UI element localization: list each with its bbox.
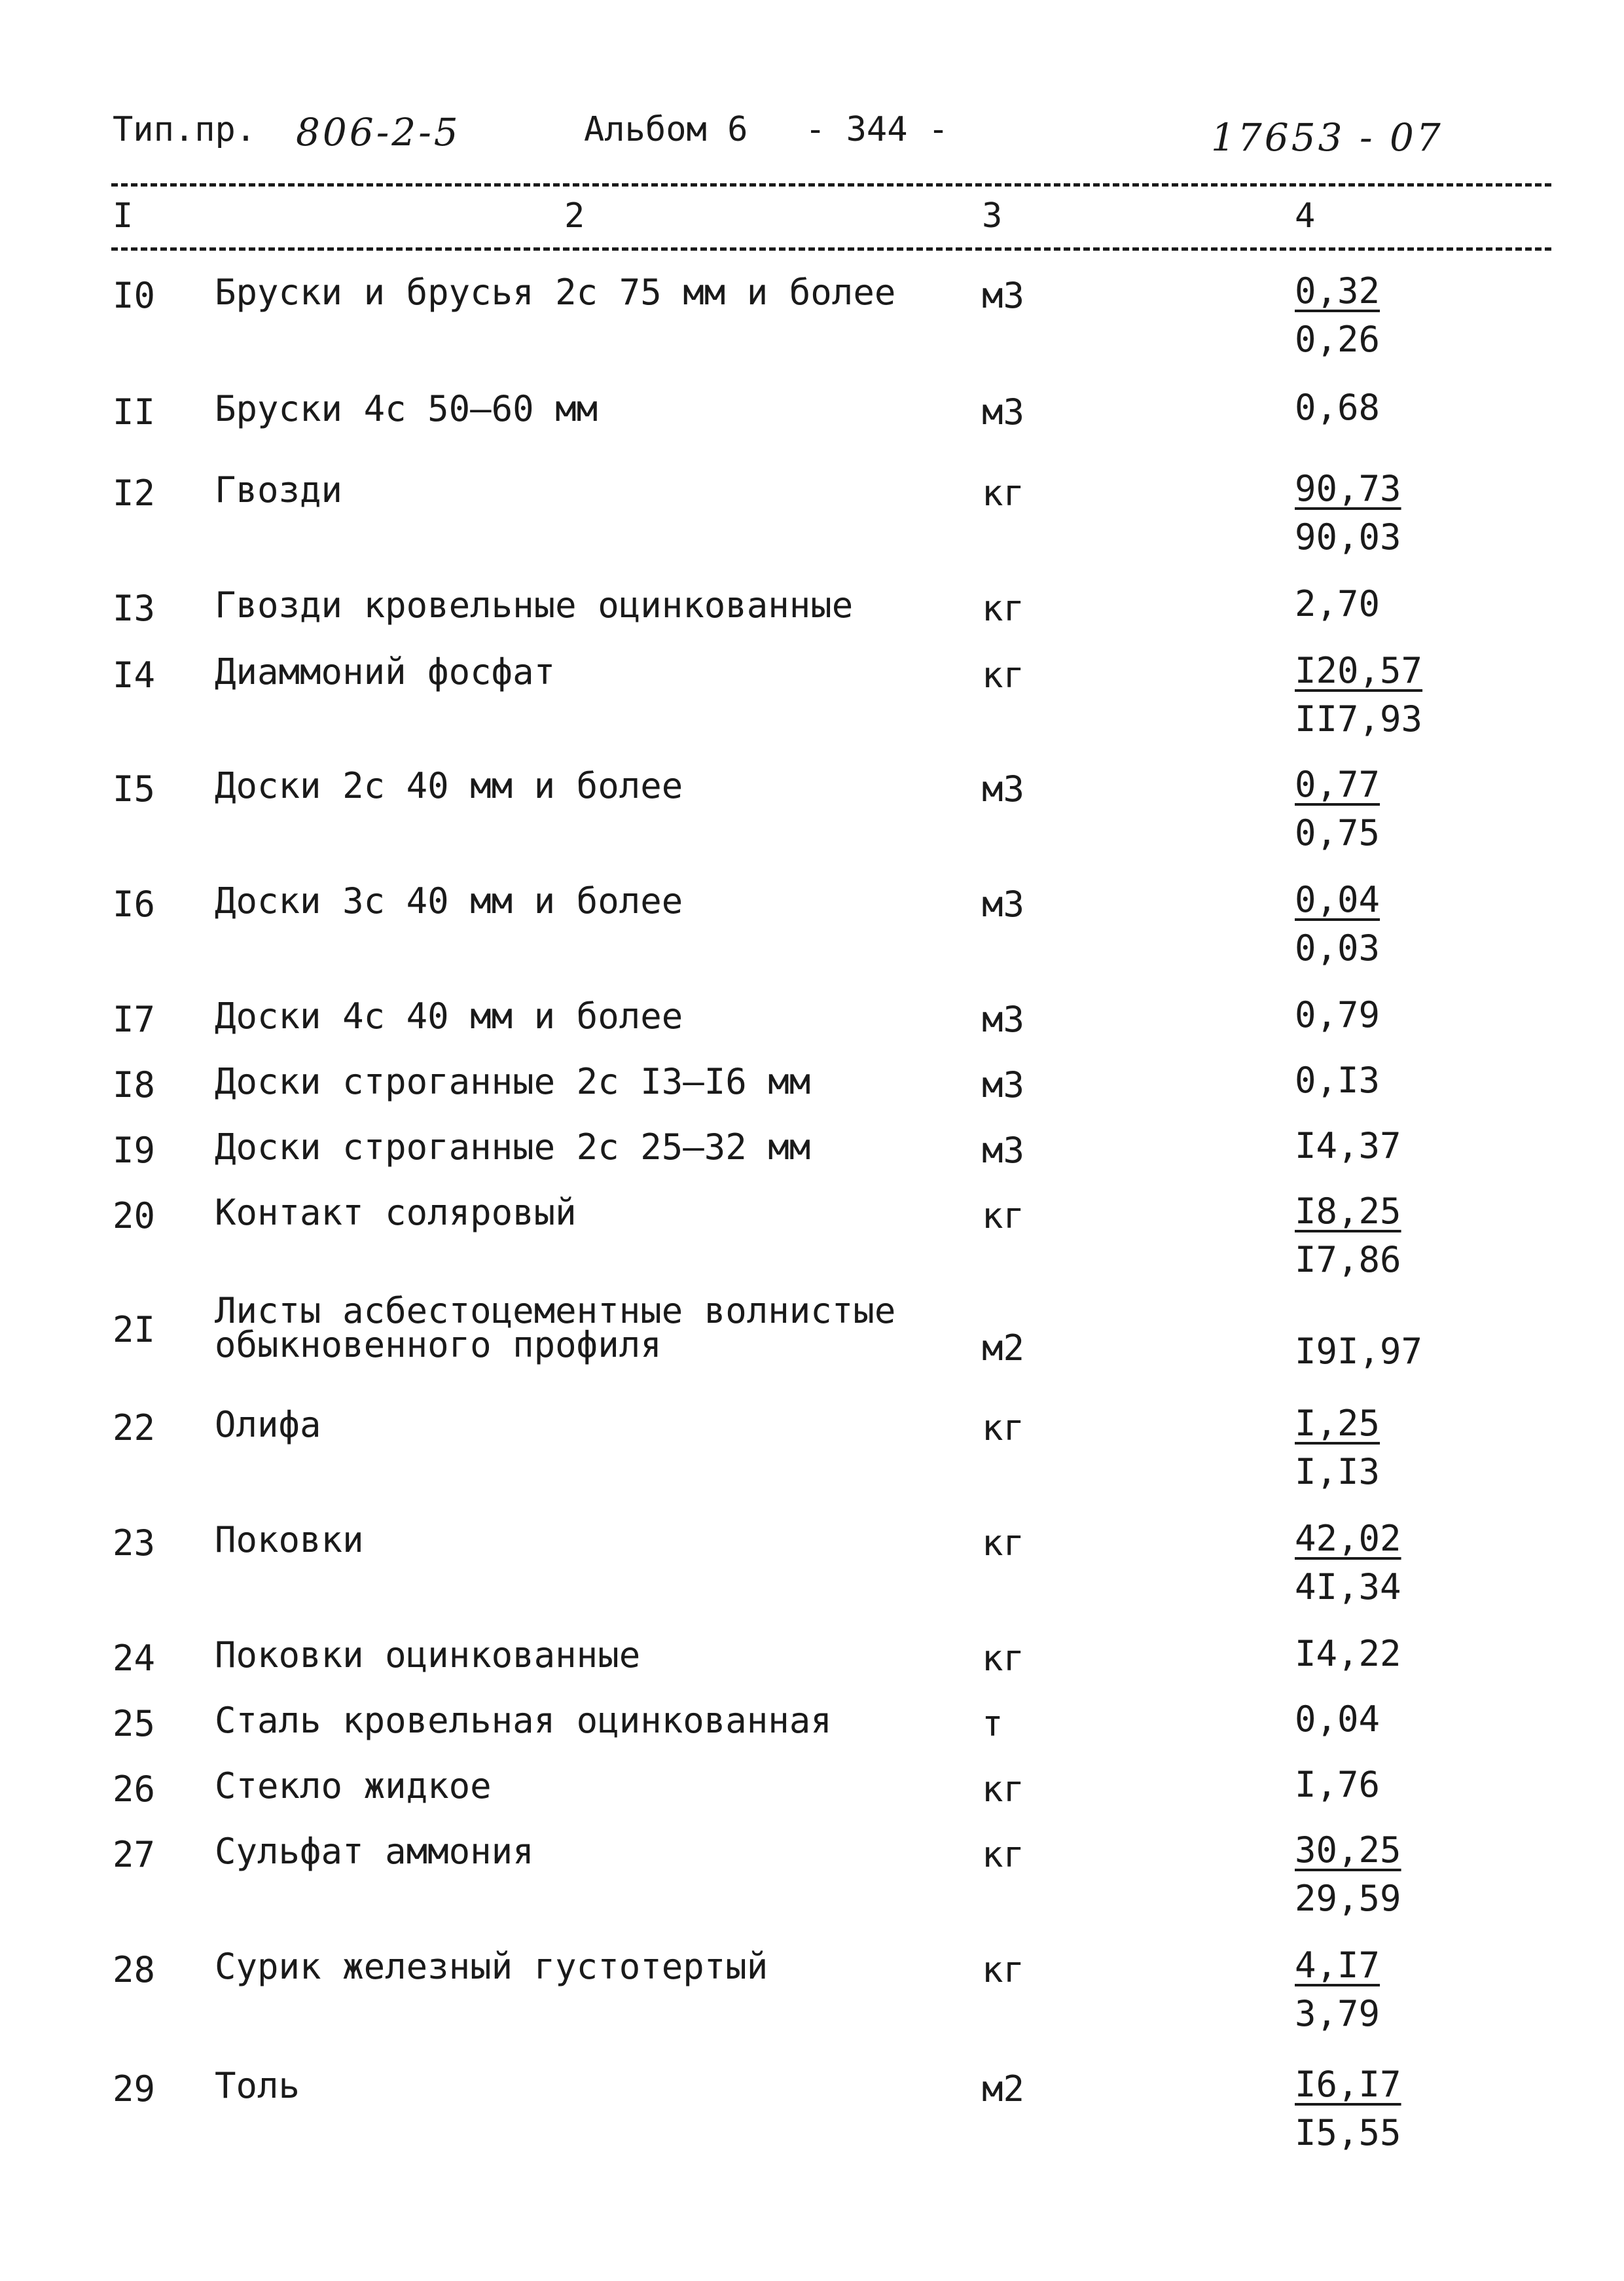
quantity-cell	[1295, 991, 1380, 1039]
quantity-secondary: 0,03	[1295, 927, 1380, 969]
material-name-line2: обыкновенного профиля	[215, 1324, 662, 1365]
material-name: Толь	[215, 2065, 300, 2106]
quantity-primary: 0,04	[1295, 1698, 1380, 1740]
quantity-primary: I,76	[1295, 1764, 1380, 1805]
row-number: I3	[113, 588, 156, 629]
quantity-primary: I4,37	[1295, 1125, 1401, 1166]
material-name: Сурик железный густотертый	[215, 1946, 768, 1987]
quantity-primary: 90,73	[1295, 468, 1401, 509]
album-label: Альбом 6	[584, 110, 748, 149]
unit: м3	[982, 999, 1025, 1040]
row-number: 27	[113, 1834, 156, 1875]
row-number: II	[113, 391, 156, 433]
quantity-cell	[1295, 580, 1380, 628]
row-number: I0	[113, 275, 156, 316]
quantity-cell	[1295, 1630, 1401, 1678]
quantity-cell	[1295, 1826, 1401, 1923]
quantity-primary: 0,77	[1295, 764, 1380, 805]
row-number: 22	[113, 1407, 156, 1448]
row-number: 2I	[113, 1309, 156, 1350]
doc-number: 17653 - 07	[1211, 115, 1443, 160]
unit: кг	[982, 1407, 1025, 1448]
quantity-primary: 4,I7	[1295, 1945, 1380, 1986]
row-number: 23	[113, 1522, 156, 1564]
unit: м3	[982, 1064, 1025, 1105]
quantity-secondary: I7,86	[1295, 1239, 1401, 1280]
material-name: Бруски и брусья 2с 75 мм и более	[215, 272, 896, 313]
row-number: 28	[113, 1949, 156, 1990]
material-name: Гвозди	[215, 469, 343, 511]
material-name: Доски 4с 40 мм и более	[215, 996, 683, 1037]
column-header-1: I	[113, 196, 134, 236]
quantity-cell	[1295, 1695, 1380, 1744]
unit: кг	[982, 1522, 1025, 1564]
material-name: Доски строганные 2с 25–32 мм	[215, 1126, 811, 1168]
unit: кг	[982, 655, 1025, 696]
quantity-primary: I20,57	[1295, 650, 1423, 691]
quantity-cell	[1295, 1187, 1401, 1284]
quantity-cell	[1295, 647, 1422, 744]
material-name: Диаммоний фосфат	[215, 651, 556, 692]
unit: м3	[982, 884, 1025, 925]
quantity-primary: I,25	[1295, 1403, 1380, 1444]
quantity-secondary: 29,59	[1295, 1878, 1401, 1919]
quantity-secondary: II7,93	[1295, 698, 1423, 740]
quantity-primary: I6,I7	[1295, 2064, 1401, 2105]
row-number: I9	[113, 1130, 156, 1171]
material-name: Контакт соляровый	[215, 1192, 577, 1233]
row-number: 25	[113, 1703, 156, 1744]
row-number: I2	[113, 473, 156, 514]
quantity-cell	[1295, 2060, 1401, 2157]
quantity-secondary: 0,26	[1295, 319, 1380, 360]
page-number: - 344 -	[805, 110, 949, 149]
unit: м3	[982, 768, 1025, 810]
unit: м2	[982, 2068, 1025, 2110]
quantity-primary: 0,79	[1295, 994, 1380, 1035]
quantity-secondary: 90,03	[1295, 516, 1401, 558]
quantity-cell	[1295, 1056, 1380, 1105]
unit: м2	[982, 1327, 1025, 1369]
material-name: Бруски 4с 50–60 мм	[215, 388, 598, 429]
quantity-primary: 2,70	[1295, 583, 1380, 624]
quantity-cell	[1295, 1399, 1380, 1496]
quantity-secondary: 3,79	[1295, 1993, 1380, 2034]
material-name: Олифа	[215, 1404, 321, 1445]
row-number: 26	[113, 1769, 156, 1810]
unit: м3	[982, 391, 1025, 433]
quantity-primary: 0,32	[1295, 270, 1380, 312]
material-name: Поковки	[215, 1519, 364, 1560]
project-code: 806-2-5	[296, 110, 461, 154]
quantity-cell	[1295, 1122, 1401, 1170]
material-name: Листы асбестоцементные волнистые	[215, 1290, 896, 1331]
row-number: I6	[113, 884, 156, 925]
row-number: 24	[113, 1638, 156, 1679]
tip-label: Тип.пр.	[113, 110, 257, 149]
quantity-secondary: 4I,34	[1295, 1566, 1401, 1607]
row-number: I5	[113, 768, 156, 810]
unit: кг	[982, 473, 1025, 514]
column-header-3: 3	[982, 196, 1003, 236]
quantity-cell	[1295, 876, 1380, 973]
quantity: I9I,97	[1295, 1331, 1423, 1372]
material-name: Сталь кровельная оцинкованная	[215, 1700, 832, 1741]
quantity-primary: 30,25	[1295, 1829, 1401, 1871]
unit: т	[982, 1703, 1003, 1744]
material-name: Стекло жидкое	[215, 1765, 492, 1806]
row-number: I4	[113, 655, 156, 696]
quantity-secondary: I5,55	[1295, 2112, 1401, 2153]
row-number: I7	[113, 999, 156, 1040]
row-number: I8	[113, 1064, 156, 1105]
quantity-cell	[1295, 267, 1380, 364]
unit: м3	[982, 1130, 1025, 1171]
quantity-primary: I4,22	[1295, 1633, 1401, 1674]
dashed-rule-bottom	[111, 247, 1551, 251]
quantity-primary: 0,04	[1295, 879, 1380, 920]
column-header-4: 4	[1295, 196, 1316, 236]
quantity-cell	[1295, 1761, 1380, 1809]
unit: кг	[982, 1949, 1025, 1990]
quantity-primary: I8,25	[1295, 1191, 1401, 1232]
quantity-primary: 42,02	[1295, 1518, 1401, 1559]
row-number: 20	[113, 1195, 156, 1236]
unit: кг	[982, 1834, 1025, 1875]
unit: кг	[982, 1638, 1025, 1679]
dashed-rule-top	[111, 183, 1551, 187]
material-name: Доски строганные 2с I3–I6 мм	[215, 1061, 811, 1102]
quantity-cell	[1295, 465, 1401, 562]
column-header-2: 2	[564, 196, 585, 236]
quantity-cell	[1295, 1515, 1401, 1611]
quantity-secondary: 0,75	[1295, 812, 1380, 853]
material-name: Сульфат аммония	[215, 1831, 534, 1872]
quantity-cell	[1295, 1941, 1380, 2038]
material-name: Доски 2с 40 мм и более	[215, 765, 683, 806]
unit: кг	[982, 1195, 1025, 1236]
unit: м3	[982, 275, 1025, 316]
material-name: Доски 3с 40 мм и более	[215, 880, 683, 922]
quantity-primary: 0,I3	[1295, 1060, 1380, 1101]
unit: кг	[982, 588, 1025, 629]
material-name: Поковки оцинкованные	[215, 1634, 641, 1676]
material-name: Гвозди кровельные оцинкованные	[215, 584, 854, 626]
quantity-secondary: I,I3	[1295, 1451, 1380, 1492]
quantity-primary: 0,68	[1295, 387, 1380, 428]
quantity-cell	[1295, 384, 1380, 432]
unit: кг	[982, 1769, 1025, 1810]
row-number: 29	[113, 2068, 156, 2110]
quantity-cell	[1295, 761, 1380, 857]
